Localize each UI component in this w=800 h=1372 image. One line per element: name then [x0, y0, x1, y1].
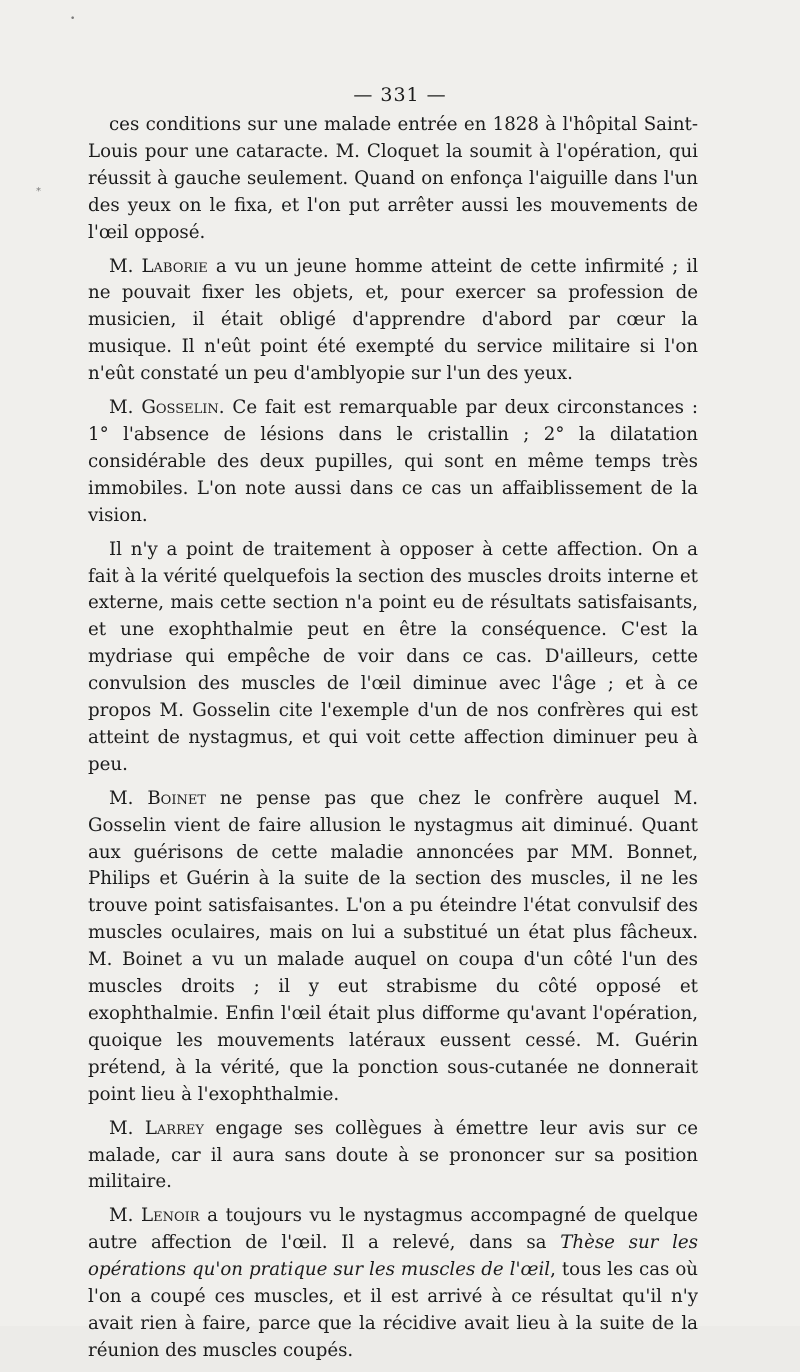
paragraph-1 — [88, 112, 698, 247]
speaker-prefix: M. — [109, 255, 142, 277]
speaker-prefix: M. — [109, 1205, 142, 1227]
speaker-name: Boinet — [147, 787, 207, 809]
paragraph-text: a vu un jeune homme atteint de cette infirmité ; il ne pouvait fixer les objets, et, pour exercer sa profession de musicien, il était obligé d'apprendre d'abord par cœur la musique. Il n'eût point été exempté du service militaire si l'on n'eût constaté un peu d'amblyopie sur l'un des yeux. — [88, 255, 699, 385]
paragraph-text: Il n'y a point de traitement à opposer à cette affection. On a fait à la vérité quelquefois la section des muscles droits interne et externe, mais cette section n'a point eu de résultats satisfaisants, et une exophthalmie peut en être la conséquence. C'est la mydriase qui empêche de voir dans ce cas. D'ailleurs, cette convulsion des muscles de l'œil diminue avec l'âge ; et à ce propos M. Gosselin cite l'exemple d'un de nos confrères qui est atteint de nystagmus, et qui voit cette affection diminuer peu à peu. — [88, 538, 698, 775]
paragraph-5 — [88, 786, 698, 1109]
ink-speck-mark: * — [36, 186, 41, 197]
speaker-prefix: M. — [109, 397, 142, 419]
speaker-name: Larrey — [144, 1117, 204, 1139]
paragraph-text: engage ses collègues à émettre leur avis sur ce malade, car il aura sans doute à se prononcer sur sa position militaire. — [88, 1117, 698, 1193]
paragraph-text: , tous les cas où l'on a coupé ces muscles, et il est arrivé à ce résultat qu'il n'y avait rien à faire, parce que la récidive avait lieu à la suite de la réunion des muscles coupés. — [88, 1259, 698, 1361]
speaker-name: Laborie — [141, 255, 208, 277]
paragraph-text: a toujours vu le nystagmus accompagné de quelque autre affection de l'œil. Il a relevé, dans sa — [88, 1205, 698, 1254]
paragraph-2 — [88, 254, 698, 389]
speaker-prefix: M. — [109, 787, 148, 809]
page-number: — 331 — — [353, 84, 447, 106]
paragraph-text: . Ce fait est remarquable par deux circonstances : 1° l'absence de lésions dans le cristallin ; 2° la dilatation considérable des deux pupilles, qui sont en même temps très immobiles. L'on note aussi dans ce cas un affaiblissement de la vision. — [88, 397, 698, 526]
paragraph-4 — [88, 537, 698, 779]
speaker-name: Gosselin — [141, 397, 219, 419]
thesis-title: Thèse sur les opérations qu'on pratique sur les muscles de l'œil — [88, 1232, 698, 1281]
paragraph-7 — [88, 1203, 698, 1364]
paragraph-3 — [88, 395, 698, 530]
speaker-name: Lenoir — [141, 1205, 200, 1227]
paragraph-text: ne pense pas que chez le confrère auquel M. Gosselin vient de faire allusion le nystagmus ait diminué. Quant aux guérisons de cette maladie annoncées par MM. Bonnet, Philips et Guérin à la suite de la section des muscles, il ne les trouve point satisfaisantes. L'on a pu éteindre l'état convulsif des muscles oculaires, mais on lui a substitué un état plus fâcheux. M. Boinet a vu un malade auquel on coupa d'un côté l'un des muscles droits ; il y eut strabisme du côté opposé et exophthalmie. Enfin l'œil était plus difforme qu'avant l'opération, quoique les mouvements latéraux eussent cessé. M. Guérin prétend, à la vérité, que la ponction sous-cutanée ne donnerait point lieu à l'exophthalmie. — [88, 787, 698, 1105]
paragraph-text: ces conditions sur une malade entrée en 1828 à l'hôpital Saint-Louis pour une cataracte. M. Cloquet la soumit à l'opération, qui réussit à gauche seulement. Quand on enfonça l'aiguille dans l'un des yeux on le fixa, et l'on put arrêter aussi les mouvements de l'œil opposé. — [88, 114, 698, 243]
ink-speck-mark: • — [70, 14, 76, 24]
speaker-prefix: M. — [109, 1117, 145, 1139]
body-text — [88, 112, 698, 1372]
paragraph-6 — [88, 1116, 698, 1197]
